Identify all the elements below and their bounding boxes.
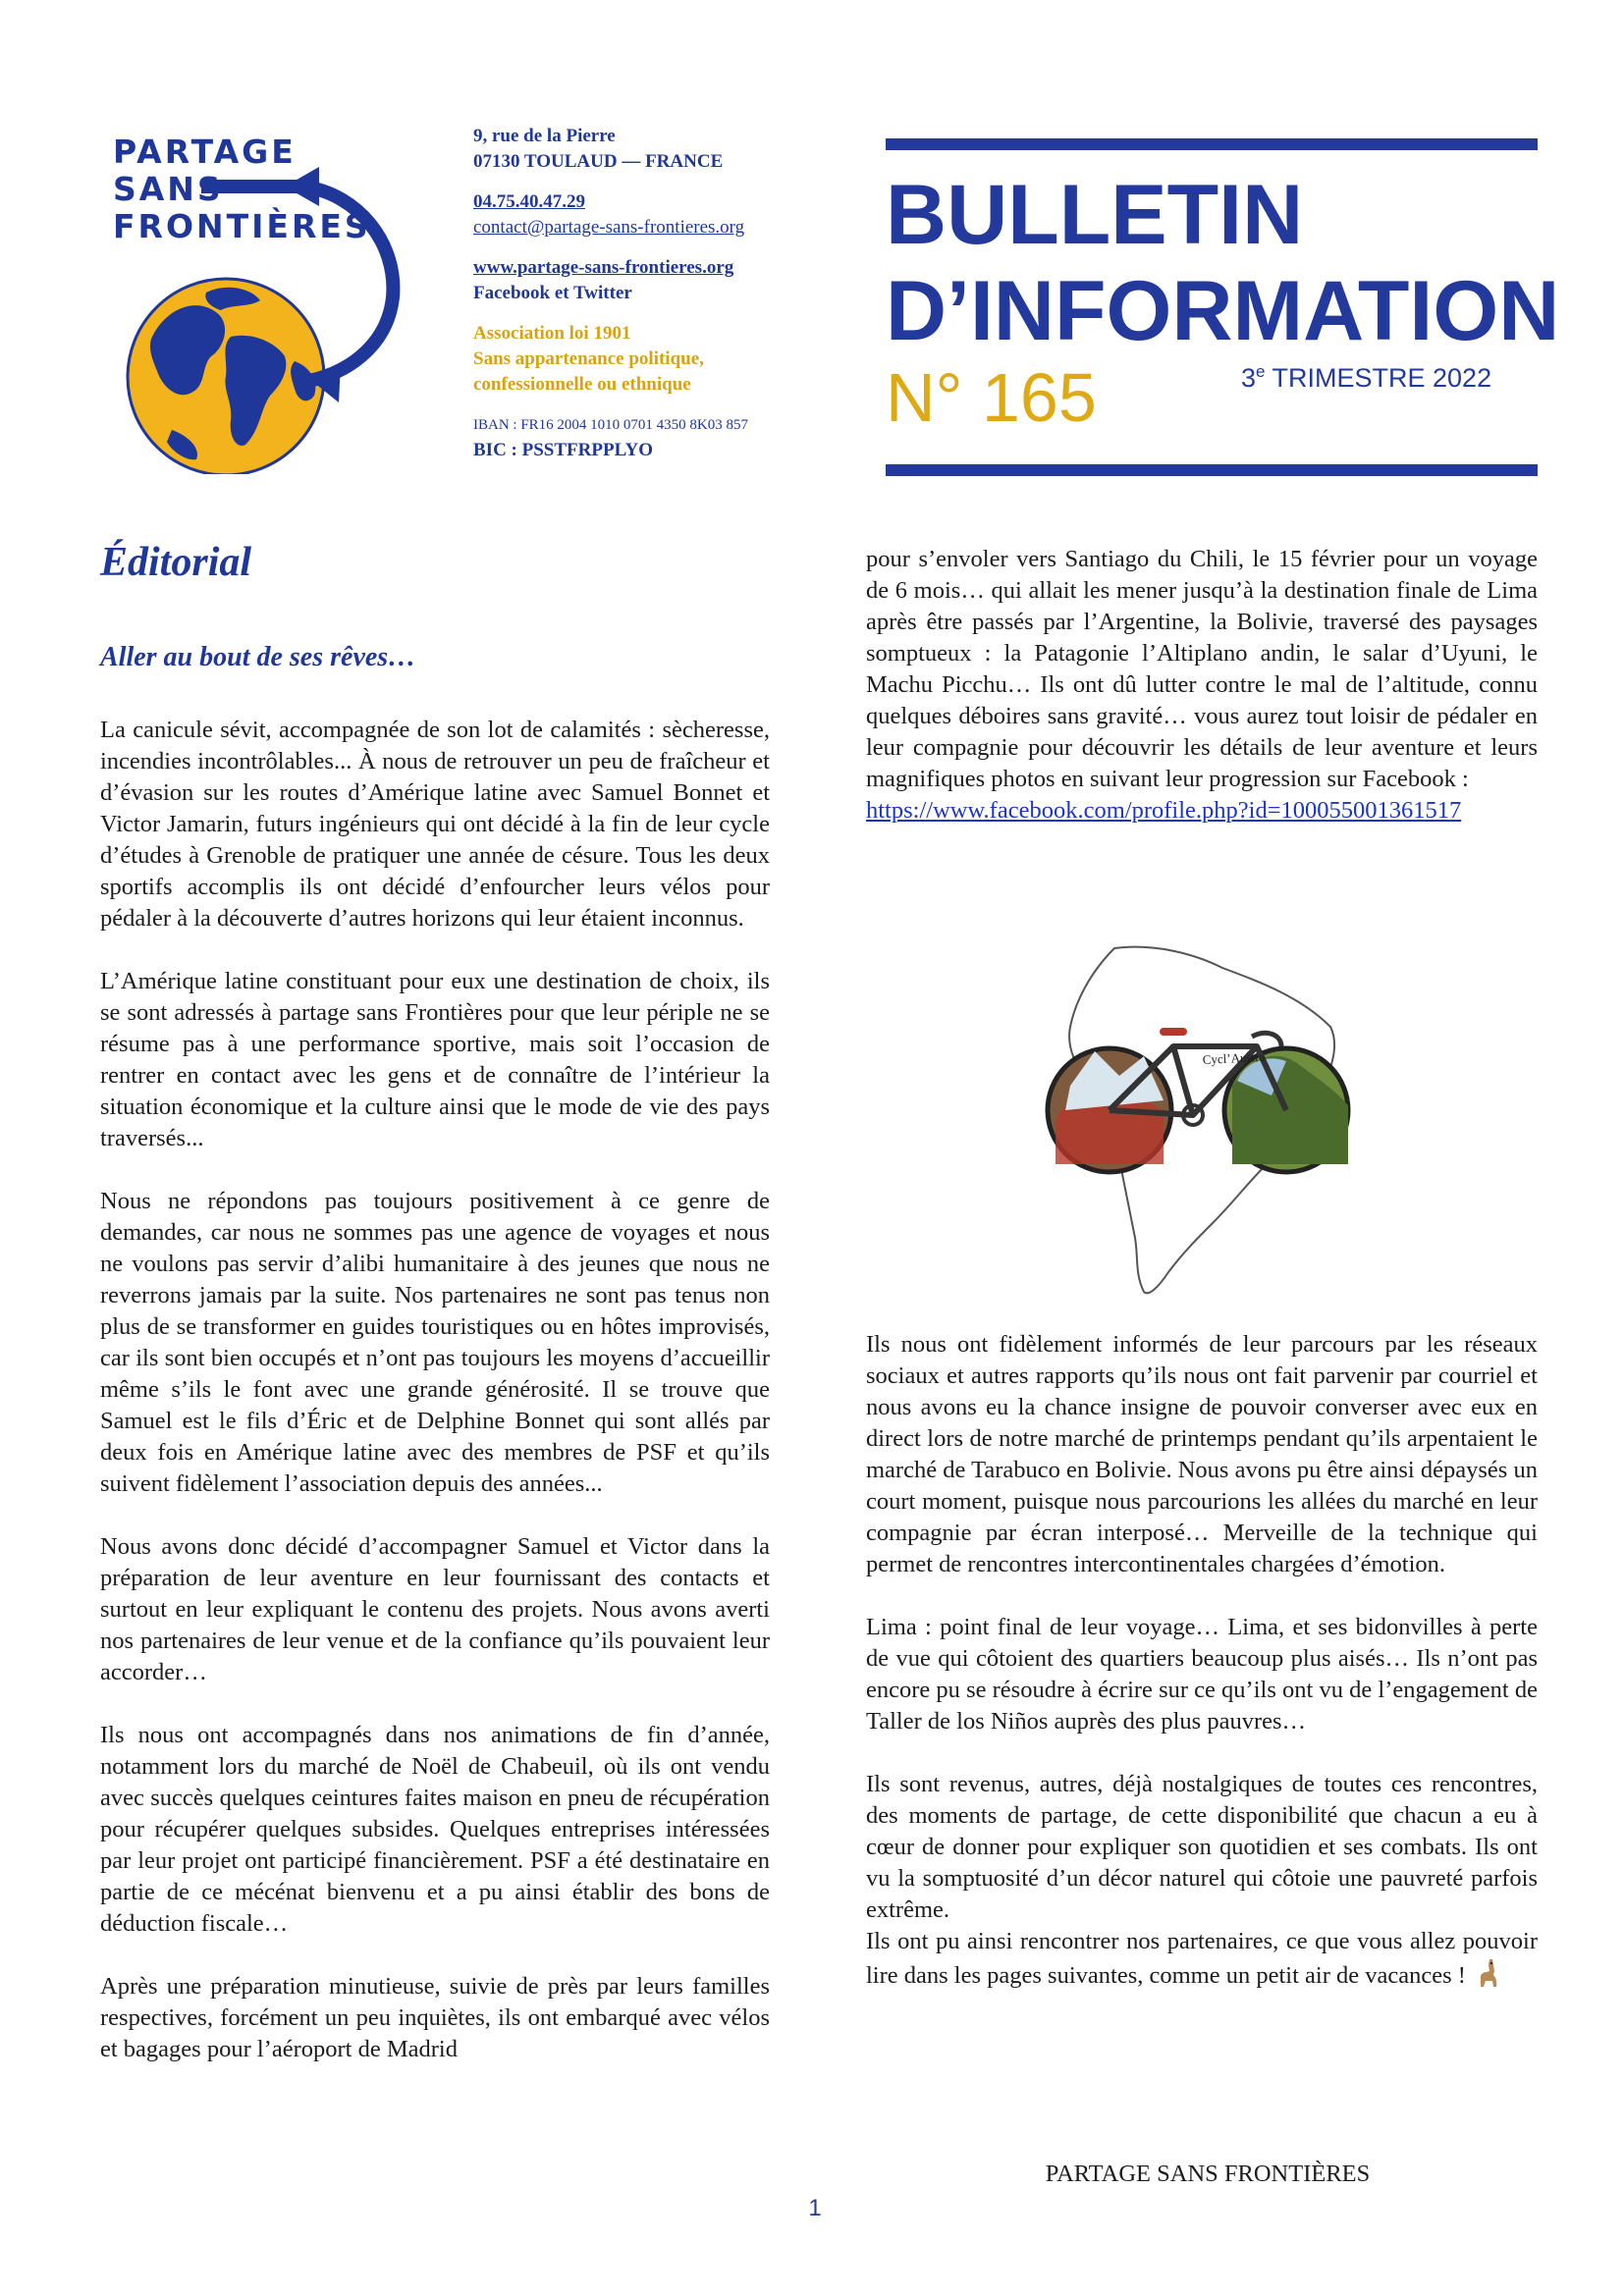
- bulletin-title-line-1: BULLETIN: [886, 168, 1304, 262]
- logo-word-2: SANS: [113, 170, 224, 208]
- logo-word-3: FRONTIÈRES: [113, 207, 371, 245]
- paragraph: pour s’envoler vers Santiago du Chili, le 15 février pour un voyage de 6 mois… qui allait les mener jusqu’à la destination finale de Lima après être passés par l’Argentine, la Bolivie, traversé des paysages somptueux : la Patagonie l’Altiplano andin, le salar d’Uyuni, le Machu Picchu… Ils ont dû lutter contre le mal de l’altitude, connu quelques déboires sans gravité… vous aurez tout loisir de pédaler en leur compagnie pour découvrir les détails de leur aventure et leurs magnifiques photos en suivant leur progression sur Facebook : https://www.facebook.com/profile.php?id=100055001361517: [866, 546, 1538, 824]
- left-column: [100, 715, 770, 2065]
- phone-link[interactable]: 04.75.40.47.29: [473, 191, 585, 212]
- bicycle-icon: [1048, 1032, 1348, 1172]
- south-america-bicycle-image: [1036, 938, 1356, 1300]
- signature: PARTAGE SANS FRONTIÈRES: [1045, 2161, 1371, 2187]
- map-bicycle-figure: [1036, 938, 1356, 1300]
- quarter-label: 3e TRIMESTRE 2022: [1241, 362, 1492, 393]
- email-link[interactable]: contact@partage-sans-frontieres.org: [473, 217, 745, 238]
- assoc-line-1: Association loi 1901: [473, 323, 631, 344]
- page-number: 1: [808, 2195, 822, 2221]
- bic: BIC : PSSTFRPPLYO: [473, 440, 653, 460]
- llama-icon: [1472, 1957, 1501, 1989]
- editorial-subtitle: Aller au bout de ses rêves…: [100, 642, 416, 672]
- street: 9, rue de la Pierre: [473, 126, 616, 146]
- social-text: Facebook et Twitter: [473, 283, 632, 303]
- paragraph: Ils sont revenus, autres, déjà nostalgiques de toutes ces rencontres, des moments de partage, de cette disponibilité que chacun a eu à cœur de donner pour expliquer son quotidien et ses combats. Ils ont vu la somptuosité d’un décor naturel qui côtoie une pauvreté parfois extrême. Ils ont pu ainsi rencontrer nos partenaires, ce que vous allez pouvoir lire dans les pages suivantes, comme un petit air de vacances !: [866, 1771, 1538, 1989]
- assoc-line-3: confessionnelle ou ethnique: [473, 374, 691, 395]
- paragraph: Nous avons donc décidé d’accompagner Samuel et Victor dans la préparation de leur aventure en leur fournissant des contacts et surtout en leur expliquant le contenu des projets. Nous avons averti nos partenaires de leur venue et de la confiance qu’ils pouvaient leur accorder…: [100, 1533, 770, 1685]
- city: 07130 TOULAUD — FRANCE: [473, 151, 724, 172]
- paragraph: Lima : point final de leur voyage… Lima, et ses bidonvilles à perte de vue qui côtoient des quartiers beaucoup plus aisés… Ils n’ont pas encore pu se résoudre à écrire sur ce qu’ils ont vu de l’engagement de Taller de los Niños auprès des plus pauvres…: [866, 1614, 1538, 1735]
- title-rule-bottom: [886, 464, 1538, 476]
- bulletin-title-line-2: D’INFORMATION: [886, 264, 1560, 358]
- editorial-title: Éditorial: [100, 540, 252, 585]
- paragraph: Après une préparation minutieuse, suivie de près par leurs familles respectives, forcément un peu inquiètes, ils ont embarqué avec vélos et bagages pour l’aéroport de Madrid: [100, 1973, 770, 2062]
- paragraph: Ils nous ont fidèlement informés de leur parcours par les réseaux sociaux et autres rapports qu’ils nous ont fait parvenir par courriel et nous avons eu la chance insigne de pouvoir converser avec eux en direct lors de notre marché de printemps pendant qu’ils arpentaient le marché de Tarabuco en Bolivie. Nous avons pu être ainsi dépaysés un court moment, puisque nous parcourions les allées du marché en leur compagnie par écran interposé… Merveille de la technique qui permet de rencontres intercontinentales chargées d’émotion.: [866, 1331, 1538, 1577]
- paragraph: La canicule sévit, accompagnée de son lot de calamités : sècheresse, incendies incontrôlables... À nous de retrouver un peu de fraîcheur et d’évasion sur les routes d’Amérique latine avec Samuel Bonnet et Victor Jamarin, futurs ingénieurs qui ont décidé à la fin de leur cycle d’études à Grenoble de pratiquer une année de césure. Tous les deux sportifs accomplis ils ont décidé d’enfourcher leurs vélos pour pédaler à la découverte d’autres horizons qui leur étaient inconnus.: [100, 717, 770, 932]
- logo-word-1: PARTAGE: [113, 133, 297, 171]
- title-rule-top: [886, 138, 1538, 150]
- right-column-bottom: [866, 1329, 1538, 1992]
- website-link[interactable]: www.partage-sans-frontieres.org: [473, 257, 734, 278]
- assoc-line-2: Sans appartenance politique,: [473, 348, 704, 369]
- right-column-top: [866, 544, 1538, 827]
- logo: [113, 135, 452, 474]
- paragraph: Nous ne répondons pas toujours positivement à ce genre de demandes, car nous ne sommes pas une agence de voyages et nous ne voulons pas servir d’alibi humanitaire à des jeunes que nous ne reverrons jamais par la suite. Nos partenaires ne sont pas tenus non plus de se transformer en guides touristiques ou en hôtes improvisés, car ils sont bien occupés et n’ont pas toujours les moyens d’accueillir même s’ils le font avec une grande générosité. Il se trouve que Samuel est le fils d’Éric et de Delphine Bonnet qui sont allés par deux fois en Amérique latine avec des membres de PSF et qu’ils suivent fidèlement l’association depuis des années...: [100, 1188, 770, 1497]
- facebook-link[interactable]: https://www.facebook.com/profile.php?id=100055001361517: [866, 797, 1462, 824]
- paragraph: L’Amérique latine constituant pour eux une destination de choix, ils se sont adressés à partage sans Frontières pour que leur périple ne se résume pas à une performance sportive, mais soit l’occasion de rentrer en contact avec les gens et de connaître de l’intérieur la situation économique et la culture ainsi que le mode de vie des pays traversés...: [100, 968, 770, 1151]
- issue-number: N° 165: [886, 359, 1097, 436]
- address-block: [473, 124, 827, 463]
- map-label: Cycl’Austra: [1202, 1048, 1266, 1067]
- paragraph: Ils nous ont accompagnés dans nos animations de fin d’année, notamment lors du marché de Noël de Chabeuil, où ils ont vendu avec succès quelques ceintures faites maison en pneu de récupération pour récupérer quelques subsides. Quelques entreprises intéressées par leur projet ont participé financièrement. PSF a été destinataire en partie de ce mécénat bienvenu et a pu ainsi établir des bons de déduction fiscale…: [100, 1722, 770, 1937]
- iban: IBAN : FR16 2004 1010 0701 4350 8K03 857: [473, 417, 749, 433]
